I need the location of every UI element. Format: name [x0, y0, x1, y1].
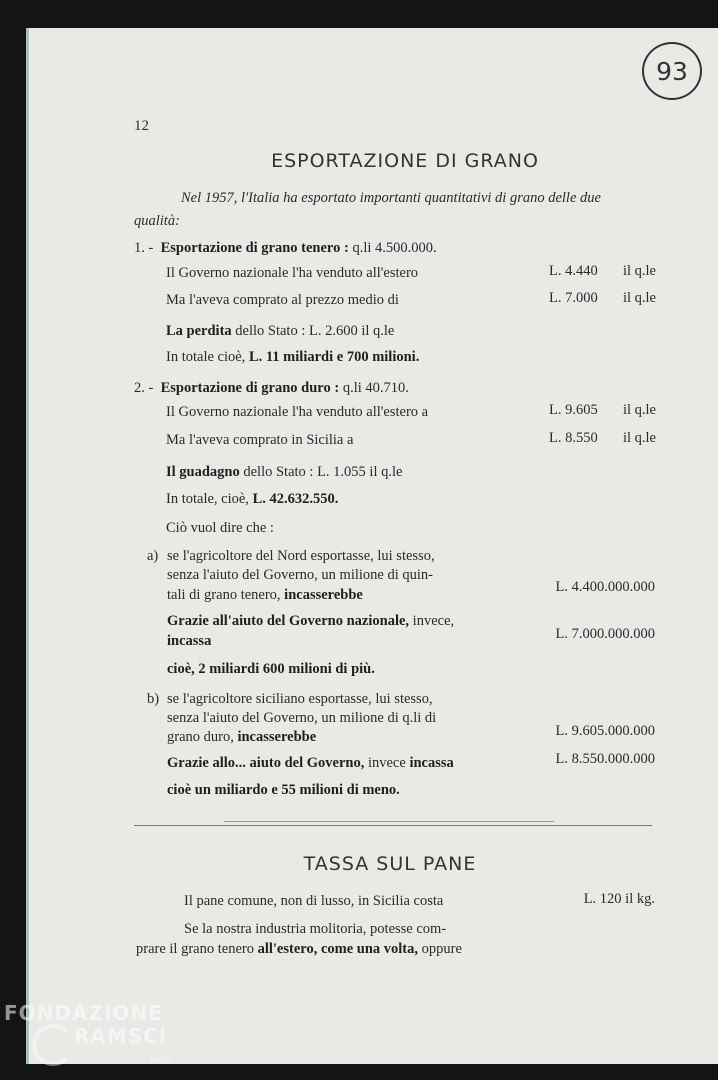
s2-heading: 2. - Esportazione di grano duro : q.li 40.710. [134, 380, 409, 396]
document-page [26, 28, 718, 1064]
s2-line-5: Ciò vuol dire che : [166, 520, 274, 536]
divider-rule-short [224, 821, 554, 822]
a-line-5: incassa [167, 633, 212, 649]
s1-heading: 1. - Esportazione di grano tenero : q.li 4.500.000. [134, 240, 437, 256]
s1-price-1: L. 4.440 il q.le [549, 263, 656, 279]
s1-price-2: L. 7.000 il q.le [549, 290, 656, 306]
intro-line-2: qualità: [134, 213, 180, 229]
s2-price-1: L. 9.605 il q.le [549, 402, 656, 418]
s2-line-3: Il guadagno dello Stato : L. 1.055 il q.le [166, 464, 403, 480]
b-amount-1: L. 9.605.000.000 [555, 723, 655, 739]
b-line-5: cioè un miliardo e 55 milioni di meno. [167, 782, 400, 798]
a-line-4: Grazie all'aiuto del Governo nazionale, invece, [167, 613, 455, 629]
s2-line-2: Ma l'aveva comprato in Sicilia a [166, 432, 354, 448]
a-label: a) [147, 548, 159, 564]
handwritten-page-annotation: 93 [642, 42, 702, 100]
s1-line-1: Il Governo nazionale l'ha venduto all'estero [166, 265, 419, 281]
s1-line-4: In totale cioè, L. 11 miliardi e 700 milioni. [166, 349, 420, 365]
b-amount-2: L. 8.550.000.000 [555, 751, 655, 767]
pane-line-3: prare il grano tenero all'estero, come una volta, oppure [136, 941, 462, 957]
intro-line-1: Nel 1957, l'Italia ha esportato importanti quantitativi di grano delle due [181, 190, 601, 206]
a-line-1: se l'agricoltore del Nord esportasse, lui stesso, [167, 548, 435, 564]
s2-line-4: In totale, cioè, L. 42.632.550. [166, 491, 339, 507]
s1-line-2: Ma l'aveva comprato al prezzo medio di [166, 292, 399, 308]
a-line-3: tali di grano tenero, incasserebbe [167, 587, 363, 603]
b-label: b) [147, 691, 160, 707]
gramsci-g-logo-icon [32, 1024, 74, 1066]
b-line-3: grano duro, incasserebbe [167, 729, 317, 745]
section-title-esportazione: ESPORTAZIONE DI GRANO [271, 150, 539, 172]
b-line-1: se l'agricoltore siciliano esportasse, lui stesso, [167, 691, 433, 707]
pane-line-1: Il pane comune, non di lusso, in Sicilia costa [184, 893, 444, 909]
s2-price-2: L. 8.550 il q.le [549, 430, 656, 446]
b-line-4: Grazie allo... aiuto del Governo, invece incassa [167, 755, 454, 771]
page-number: 12 [134, 118, 149, 134]
fondazione-gramsci-watermark: FONDAZIONE RAMSCI onlus [4, 1001, 172, 1065]
pane-price: L. 120 il kg. [583, 891, 655, 907]
a-amount-2: L. 7.000.000.000 [555, 626, 655, 642]
a-amount-1: L. 4.400.000.000 [555, 579, 655, 595]
b-line-2: senza l'aiuto del Governo, un milione di q.li di [167, 710, 437, 726]
section-title-tassa: TASSA SUL PANE [303, 853, 477, 875]
a-line-2: senza l'aiuto del Governo, un milione di quin- [167, 567, 433, 583]
pane-line-2: Se la nostra industria molitoria, potesse com- [184, 921, 447, 937]
s2-line-1: Il Governo nazionale l'ha venduto all'estero a [166, 404, 429, 420]
s1-line-3: La perdita dello Stato : L. 2.600 il q.le [166, 323, 395, 339]
a-line-6: cioè, 2 miliardi 600 milioni di più. [167, 661, 375, 677]
divider-rule [134, 825, 652, 826]
